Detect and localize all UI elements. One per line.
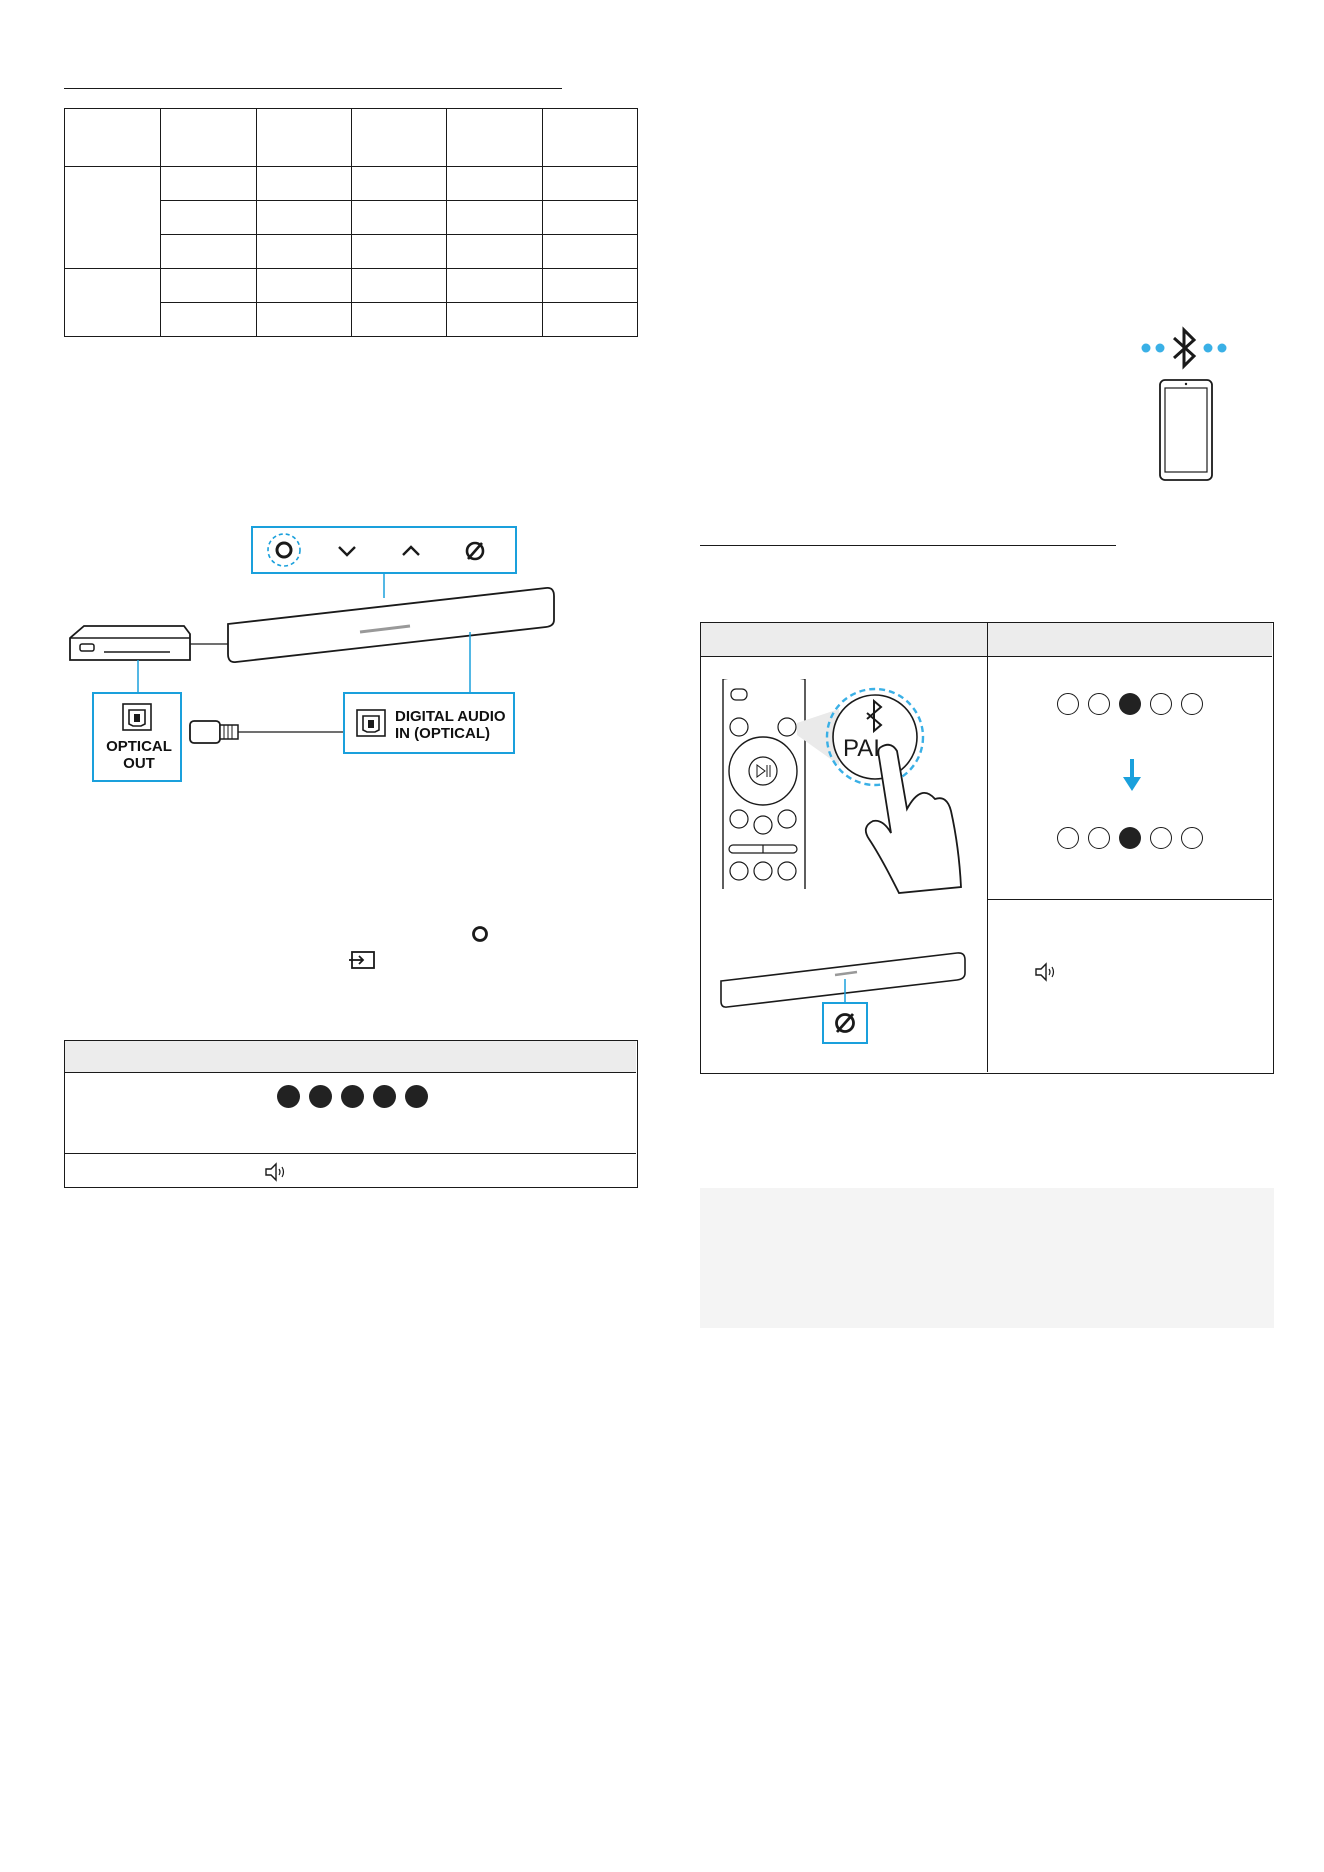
digital-audio-in-label: DIGITAL AUDIO IN (OPTICAL) xyxy=(395,708,506,742)
optical-out-label: OPTICAL OUT xyxy=(106,738,172,772)
optical-port-icon xyxy=(355,708,387,742)
multi-function-slashed-circle-icon xyxy=(831,1009,859,1041)
led-indicator xyxy=(1119,827,1141,849)
pairing-table-col-divider xyxy=(987,623,988,1072)
pairing-table xyxy=(700,622,1274,1074)
section-rule-right xyxy=(700,545,1116,546)
bluetooth-icon xyxy=(1138,324,1230,376)
chevron-up-icon xyxy=(400,540,422,566)
optical-port-icon xyxy=(121,702,153,736)
led-indicator xyxy=(277,1085,300,1108)
led-indicator xyxy=(1181,827,1203,849)
status-table-header xyxy=(65,1041,636,1073)
status-table-divider xyxy=(65,1153,636,1154)
led-indicator xyxy=(309,1085,332,1108)
power-circle-icon xyxy=(470,924,490,948)
status-table xyxy=(64,1040,638,1188)
soundbar-illustration xyxy=(717,943,977,1063)
led-indicator xyxy=(1057,693,1079,715)
led-indicator xyxy=(373,1085,396,1108)
led-row xyxy=(277,1085,428,1111)
power-circle-icon xyxy=(266,532,302,572)
optical-out-callout xyxy=(92,692,182,782)
led-indicator xyxy=(1150,693,1172,715)
led-indicator xyxy=(1088,827,1110,849)
led-row-before xyxy=(1057,693,1203,719)
led-indicator xyxy=(341,1085,364,1108)
led-indicator xyxy=(1057,827,1079,849)
multi-function-slashed-circle-icon xyxy=(462,538,488,568)
volume-icon xyxy=(1033,961,1059,987)
chevron-down-icon xyxy=(336,540,358,566)
led-indicator xyxy=(1181,693,1203,715)
led-indicator xyxy=(405,1085,428,1108)
led-indicator xyxy=(1150,827,1172,849)
led-row-after xyxy=(1057,827,1203,853)
led-indicator xyxy=(1088,693,1110,715)
volume-icon xyxy=(263,1161,289,1187)
optical-connection-diagram xyxy=(60,520,630,790)
led-indicator xyxy=(1119,693,1141,715)
source-input-icon xyxy=(348,950,376,974)
remote-illustration xyxy=(721,679,971,909)
remote-control xyxy=(721,679,971,909)
digital-audio-in-callout xyxy=(343,692,515,754)
pairing-table-row-divider xyxy=(987,899,1272,900)
section-rule-top xyxy=(64,88,562,89)
compatibility-table xyxy=(64,108,638,337)
note-box xyxy=(700,1188,1274,1328)
pair-button-label: PAI xyxy=(843,735,880,762)
phone-icon xyxy=(1158,378,1214,486)
arrow-down-icon xyxy=(1121,757,1143,797)
